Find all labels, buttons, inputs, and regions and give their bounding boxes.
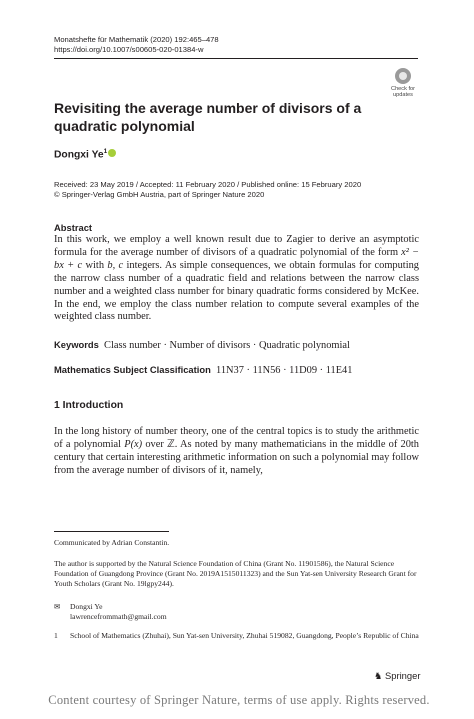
abstract-vars: b, c: [107, 259, 124, 271]
footnote-divider: [54, 531, 169, 532]
author-name[interactable]: Dongxi Ye: [54, 149, 104, 161]
dates-line: Received: 23 May 2019 / Accepted: 11 February 2020 / Published online: 15 February 2020: [54, 180, 362, 189]
keywords-text: Class number · Number of divisors · Quadratic polynomial: [104, 340, 350, 351]
watermark: Content courtesy of Springer Nature, terms of use apply. Rights reserved.: [48, 693, 430, 707]
author-affil-sup: 1: [103, 148, 108, 155]
journal-citation: Monatshefte für Mathematik (2020) 192:465–478: [54, 35, 219, 44]
header-divider: [54, 58, 418, 59]
correspondence: [54, 602, 419, 622]
author-email[interactable]: lawrencefrommath@gmail.com: [70, 612, 167, 621]
abstract-formula: x² − bx + c: [54, 246, 419, 271]
springer-horse-icon: ♞: [374, 670, 383, 681]
publication-dates: [54, 180, 361, 201]
copyright-line: © Springer-Verlag GmbH Austria, part of Springer Nature 2020: [54, 190, 265, 200]
paper-title: Revisiting the average number of divisors of a quadratic polynomial: [54, 100, 362, 134]
abstract-part: In this work, we employ a well known result due to Zagier to derive an asymptotic formula for the average number of divisors of a quadratic polynomial of the form: [54, 234, 419, 258]
intro-text: [54, 426, 419, 478]
doi-link[interactable]: https://doi.org/10.1007/s00605-020-01384-w: [54, 45, 204, 55]
funding-note: The author is supported by the Natural Science Foundation of China (Grant No. 11901586), the Natural Science Foundation of Guangdong Province (Grant No. 2019A1515011323) and the Sun Yat-sen University Research Grant for Youth Scholars (Grant No. 19lgpy244).: [54, 559, 417, 588]
msc-label: Mathematics Subject Classification: [54, 364, 211, 375]
abstract-text: [54, 234, 419, 324]
keywords-line: [54, 339, 419, 351]
author-line: [54, 148, 116, 160]
keywords-label: Keywords: [54, 339, 99, 350]
corresponding-author: Dongxi Ye: [70, 602, 103, 611]
abstract-part: with: [82, 259, 108, 271]
check-for-updates-badge[interactable]: [388, 68, 418, 102]
badge-label: Check for updates: [391, 86, 415, 99]
abstract-part: integers. As simple consequences, we obtain formulas for computing the narrow class number of a quadratic field and relations between the narrow class number and a weighted class number for binary quadratic forms considered by McKee. In the end, we employ the class number relation to compute several examples of the weighted class number.: [54, 259, 419, 323]
publisher-logo: [374, 670, 420, 682]
affiliation-note: [54, 631, 419, 641]
intro-part: over ℤ. As noted by many mathematicians in the middle of 20th century that certain interesting arithmetic information on such a polynomial may follow from the average number of divisors of it, namely,: [54, 438, 420, 476]
orcid-icon[interactable]: [108, 149, 116, 157]
journal-header: [54, 35, 219, 56]
check-updates-icon: [395, 68, 411, 84]
affil-number: 1: [54, 631, 58, 640]
affil-text: School of Mathematics (Zhuhai), Sun Yat-sen University, Zhuhai 519082, Guangdong, People’s Republic of China: [70, 631, 419, 640]
publisher-name: Springer: [385, 670, 421, 681]
intro-part: In the long history of number theory, one of the central topics is to study the arithmetic of a polynomial: [54, 426, 419, 450]
intro-heading: 1 Introduction: [54, 400, 124, 411]
msc-text: 11N37 · 11N56 · 11D09 · 11E41: [216, 365, 353, 376]
communicated-note: Communicated by Adrian Constantin.: [54, 538, 170, 547]
intro-formula: P(x): [124, 438, 143, 450]
abstract-heading: Abstract: [54, 222, 93, 233]
msc-line: [54, 364, 419, 376]
envelope-icon: ✉: [54, 602, 61, 611]
